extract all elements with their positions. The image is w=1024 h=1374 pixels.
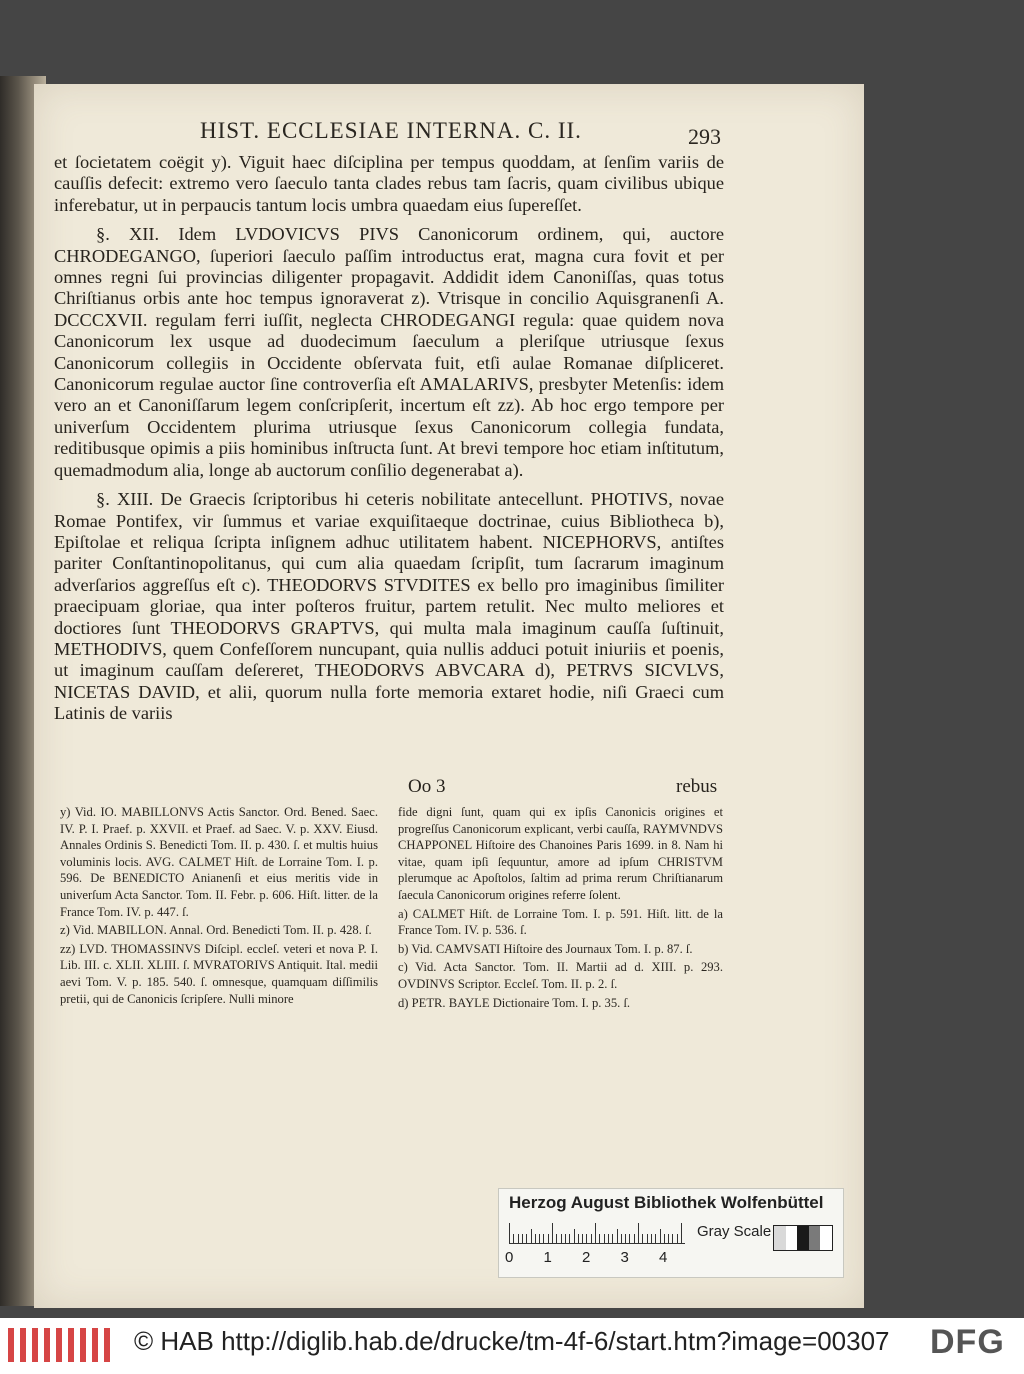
running-head: HIST. ECCLESIAE INTERNA. C. II. (200, 118, 582, 143)
ruler-tick (681, 1223, 682, 1243)
footnote-b: b) Vid. CAMVSATI Hiſtoire des Journaux Tom. I. p. 87. ſ. (398, 941, 693, 956)
footnote-y: y) Vid. IO. MABILLONVS Actis Sanctor. Ord. Bened. Saec. IV. P. I. Praef. p. XXVII. et Praef. ad Saec. V. p. XXV. Eiusd. Annales Ordinis S. Benedicti Tom. II. p. 430. ſ. et multis huius voluminis locis. AVG. CALMET Hiſt. de Lorraine Tom. I. p. 596. De BENEDICTO Anianenſi et eius meritis vide in univerſum Acta Sanctor. Tom. II. Febr. p. 606. Hiſt. litter. de la France Tom. IV. p. 447. ſ. (60, 805, 378, 919)
viewer-footer (0, 1318, 1024, 1374)
footnote-zz: zz) LVD. THOMASSINVS Diſcipl. eccleſ. veteri et nova P. I. Lib. III. c. XLII. XLIII. ſ. MVRATORIVS Antiquit. Ital. medii aevi Tom. V. p. 185. 540. ſ. omnesque, quamquam diſſimilis pretii, qui de Canonicis ſcripſere. Nulli minore (60, 941, 378, 1006)
scale-ruler (509, 1221, 685, 1244)
ruler-tick (638, 1223, 639, 1243)
ruler-tick (574, 1229, 575, 1243)
ruler-tick (634, 1234, 635, 1243)
ruler-tick (629, 1234, 630, 1243)
paragraph-section-xii: §. XII. Idem LVDOVICVS PIVS Canonicorum ordinem, qui, auctore CHRODEGANGO, ſuperiori ſaeculo paſſim introductus erat, magna cura fovit et per omnes regni ſui provincias diligenter propagavit. Addidit idem Canoniſſas, quas totus Chriſtianus orbis ante hoc tempus ignoraverat z). Vtrisque in concilio Aquisgranenſi A. DCCCXVII. regulam ferri iuſſit, neglecta CHRODEGANGI regula: quae quidem nova Canonicorum lex usque ad duodecimum ſaeculum a pleriſque utriusque ſexus Canonicorum collegiis in Occidente obſervata fuit, etſi aulae Romanae diſpliceret. Canonicorum regulae auctor ſine controverſia eſt AMALARIVS, presbyter Metenſis: idem vero an et Canoniſſarum legem conſcripſerit, incertum eſt zz). Ab hoc ergo tempore per univerſum Occidentem plurima utriusque ſexus Canonicorum collegia fundata, reditibusque opimis a piis hominibus inſtructa ſunt. At brevi tempore hoc etiam inſtitutum, quemadmodum alia, longe ab auctorum conſilio degenerabat a). (54, 224, 724, 480)
ruler-tick (617, 1229, 618, 1243)
ruler-tick (591, 1234, 592, 1243)
gray-scale-label: Gray Scale (697, 1223, 772, 1240)
ruler-tick (625, 1234, 626, 1243)
ruler-tick (556, 1234, 557, 1243)
ruler-tick (655, 1234, 656, 1243)
gray-swatch (786, 1226, 798, 1250)
ruler-tick (552, 1223, 553, 1243)
ruler-tick (509, 1223, 510, 1243)
ruler-tick (668, 1234, 669, 1243)
gray-swatch (774, 1226, 786, 1250)
gray-swatch (797, 1226, 809, 1250)
footnotes-right-column (398, 804, 723, 1013)
library-color-target (498, 1188, 844, 1278)
ruler-tick (660, 1229, 661, 1243)
footnotes-left-column (60, 804, 378, 1009)
dfg-logo: DFG (930, 1323, 1005, 1361)
ruler-tick (642, 1234, 643, 1243)
source-url[interactable]: © HAB http://diglib.hab.de/drucke/tm-4f-6/start.htm?image=00307 (134, 1326, 890, 1356)
ruler-tick (526, 1234, 527, 1243)
catchword: rebus (676, 776, 718, 797)
footnote-z: z) Vid. MABILLON. Annal. Ord. Benedicti Tom. II. p. 428. ſ. (60, 923, 372, 938)
gray-swatch (809, 1226, 821, 1250)
library-name: Herzog August Bibliothek Wolfenbüttel (509, 1193, 824, 1212)
ruler-tick (586, 1234, 587, 1243)
ruler-tick (565, 1234, 566, 1243)
ruler-tick (582, 1234, 583, 1243)
page-number: 293 (688, 124, 721, 149)
ruler-tick (513, 1234, 514, 1243)
ruler-tick (569, 1234, 570, 1243)
gray-scale-swatches (773, 1225, 833, 1251)
ruler-tick (651, 1234, 652, 1243)
signature-mark: Oo 3 (408, 776, 446, 797)
ruler-tick (599, 1234, 600, 1243)
ruler-tick (539, 1234, 540, 1243)
footnote-c: c) Vid. Acta Sanctor. Tom. II. Martii ad d. XIII. p. 293. OVDINVS Scriptor. Eccleſ. Tom. II. p. 2. ſ. (398, 960, 723, 991)
gray-swatch (820, 1226, 832, 1250)
ruler-tick (672, 1234, 673, 1243)
ruler-tick (621, 1234, 622, 1243)
body-text (54, 152, 724, 725)
hab-logo-icon (6, 1322, 114, 1368)
ruler-tick (548, 1234, 549, 1243)
paragraph-section-xiii: §. XIII. De Graecis ſcriptoribus hi ceteris nobilitate antecellunt. PHOTIVS, novae Romae Pontifex, vir ſummus et variae exquiſitaeque doctrinae, cuius Bibliotheca b), Epiſtolae et reliqua ſcripta inſignem adhuc utilitatem habent. NICEPHORVS, antiſtes pariter Conſtantinopolitanus, qui cum alia quaedam ſcripſit, tum ſacrarum imaginum adverſarios aggreſſus eſt c). THEODORVS STVDITES ex bello pro imaginibus ſimiliter praecipuam gloriae, qua inter poſteros fruitur, partem retulit. Nec multo meliores et doctiores ſunt THEODORVS GRAPTVS, qui multa mala imaginum cauſſa ſuſtinuit, METHODIVS, quem Confeſſorem nuncupant, quia nullis adduci potuit iniuriis et poenis, ut imaginum cauſſam deſereret, THEODORVS ABVCARA d), PETRVS SICVLVS, NICETAS DAVID, et alii, quorum nulla forte memoria extaret hodie, niſi Graeci cum Latinis de variis (54, 489, 724, 724)
ruler-tick (677, 1234, 678, 1243)
footnote-a: a) CALMET Hiſt. de Lorraine Tom. I. p. 591. Hiſt. litt. de la France Tom. IV. p. 536. ſ. (398, 906, 723, 938)
ruler-tick (595, 1223, 596, 1243)
ruler-tick (578, 1234, 579, 1243)
ruler-tick (531, 1229, 532, 1243)
ruler-tick (535, 1234, 536, 1243)
ruler-tick (561, 1234, 562, 1243)
ruler-tick (522, 1234, 523, 1243)
ruler-tick (543, 1234, 544, 1243)
ruler-tick (518, 1234, 519, 1243)
footnote-d: d) PETR. BAYLE Dictionaire Tom. I. p. 35. ſ. (398, 995, 631, 1010)
paragraph-1: et ſocietatem coëgit y). Viguit haec diſciplina per tempus quoddam, at ſenſim variis de cauſſis defecit: extremo vero ſaeculo tanta clades rebus tam ſacris, quam civilibus ubique inferebatur, ut in perpaucis tantum locis umbra quaedam eius ſupereſſet. (54, 152, 724, 215)
ruler-numbers: 0 1 2 3 4 (505, 1249, 668, 1266)
ruler-tick (608, 1234, 609, 1243)
ruler-tick (612, 1234, 613, 1243)
ruler-tick (664, 1234, 665, 1243)
ruler-tick (604, 1234, 605, 1243)
ruler-tick (647, 1234, 648, 1243)
footnote-continuation: fide digni ſunt, quam qui ex ipſis Canonicis origines et progreſſus Canonicorum explicant, verbi cauſſa, RAYMVNDVS CHAPPONEL Hiſtoire des Chanoines Paris 1699. in 8. Nam hi vitae, quam ipſi ſequuntur, amore ad ipſum CHRISTVM plerumque ac Apoſtolos, ſaltim ad prima rerum Chriſtianarum ſaecula Canonicorum origines referre ſolent. (398, 805, 723, 902)
